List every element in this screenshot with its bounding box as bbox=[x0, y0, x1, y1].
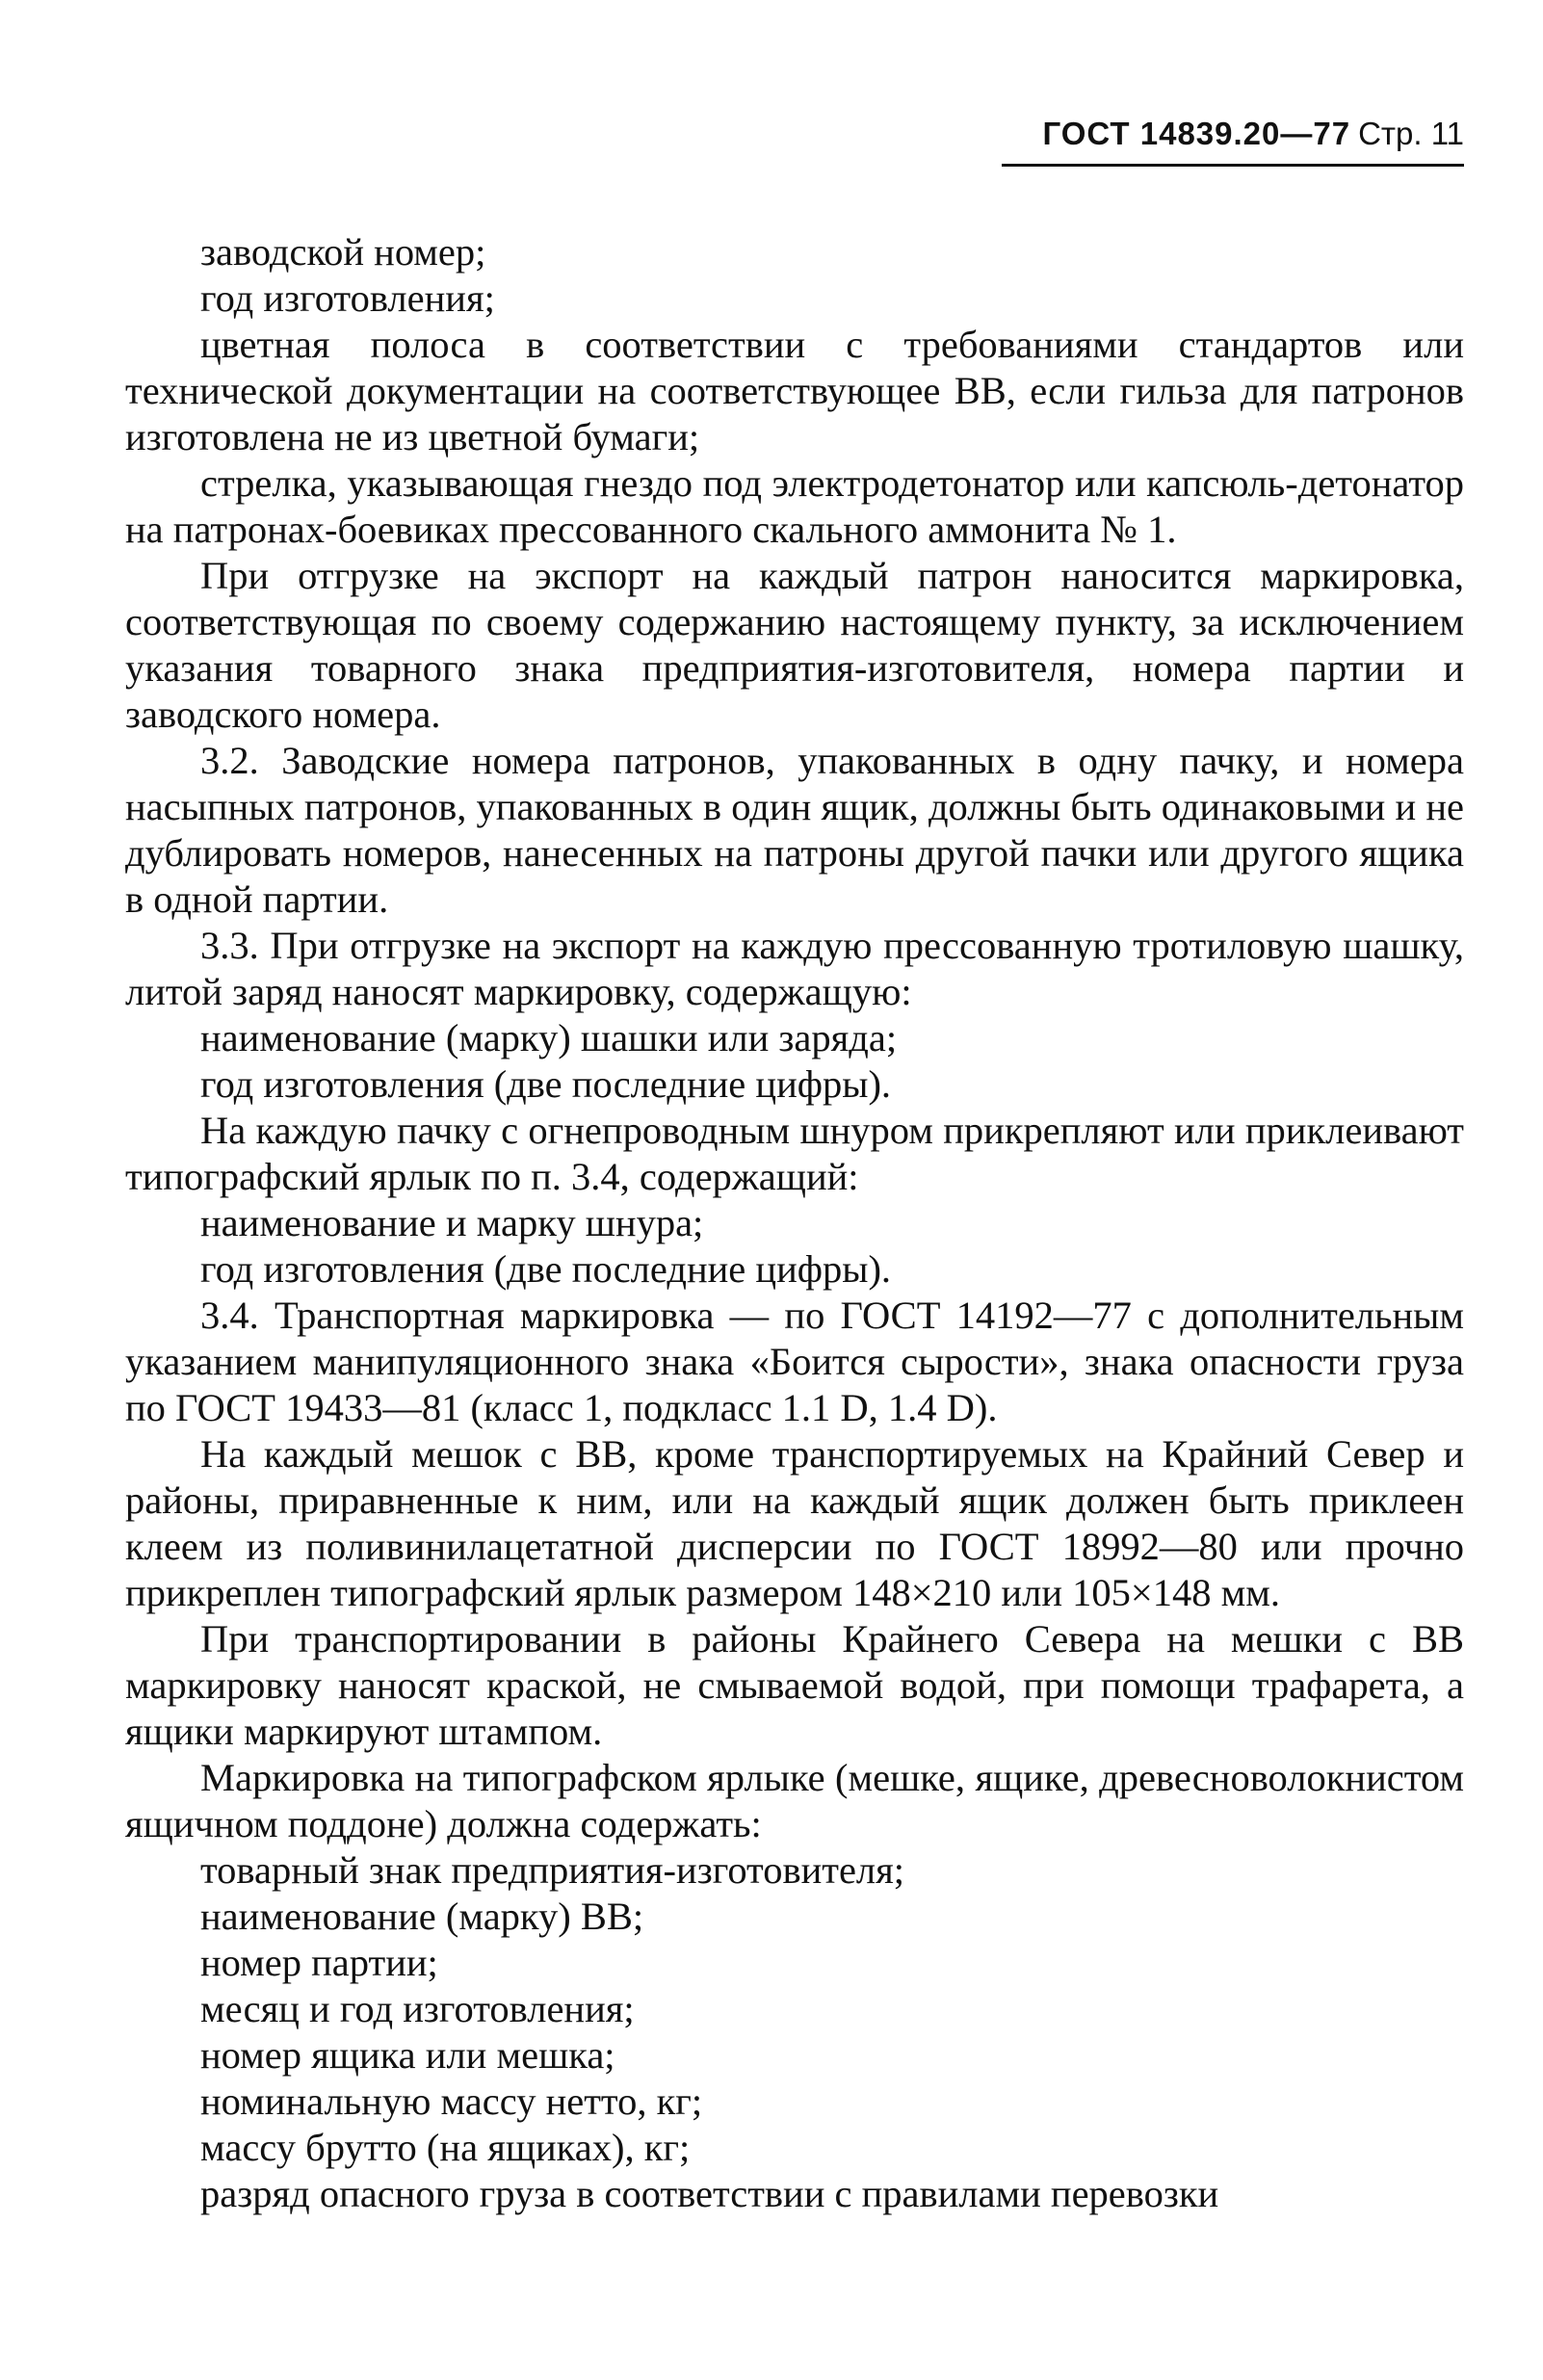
list-item: наименование и марку шнура; bbox=[200, 1201, 704, 1244]
list-item: год изготовления (две последние цифры). bbox=[200, 1247, 892, 1291]
list-item: стрелка, указывающая гнездо под электродетонатор или капсюль-детонатор на патронах-боевиках прессованного скального аммонита № 1. bbox=[125, 461, 1464, 551]
paragraph: При транспортировании в районы Крайнего Севера на мешки с ВВ маркировку наносят краской, не смываемой водой, при помощи трафарета, а ящики маркируют штампом. bbox=[125, 1617, 1464, 1753]
paragraph: 3.4. Транспортная маркировка — по ГОСТ 14192—77 с дополнительным указанием манипуляционного знака «Боится сырости», знака опасности груза по ГОСТ 19433—81 (класс 1, подкласс 1.1 D, 1.4 D). bbox=[125, 1294, 1464, 1429]
paragraph: На каждый мешок с ВВ, кроме транспортируемых на Крайний Север и районы, приравненные к ним, или на каждый ящик должен быть приклеен клеем из поливинилацетатной дисперсии по ГОСТ 18992—80 или прочно прикреплен типографский ярлык размером 148×210 или 105×148 мм. bbox=[125, 1432, 1464, 1614]
list-item: наименование (марку) шашки или заряда; bbox=[200, 1016, 898, 1059]
list-item: номинальную массу нетто, кг; bbox=[200, 2079, 703, 2123]
page-number: Стр. 11 bbox=[1358, 116, 1464, 151]
standard-code: ГОСТ 14839.20—77 bbox=[1042, 116, 1351, 151]
paragraph: 3.2. Заводские номера патронов, упакованных в одну пачку, и номера насыпных патронов, упакованных в один ящик, должны быть одинаковыми и не дублировать номеров, нанесенных на патроны другой пачки или другого ящика в одной партии. bbox=[125, 739, 1464, 921]
list-item: год изготовления (две последние цифры). bbox=[200, 1062, 892, 1106]
document-body bbox=[125, 229, 1464, 2217]
list-item: массу брутто (на ящиках), кг; bbox=[200, 2126, 691, 2169]
paragraph: При отгрузке на экспорт на каждый патрон наносится маркировка, соответствующая по своему содержанию настоящему пункту, за исключением указания товарного знака предприятия-изготовителя, номера партии и заводского номера. bbox=[125, 554, 1464, 736]
list-item: товарный знак предприятия-изготовителя; bbox=[200, 1848, 905, 1892]
paragraph: На каждую пачку с огнепроводным шнуром прикрепляют или приклеивают типографский ярлык по п. 3.4, содержащий: bbox=[125, 1109, 1464, 1198]
list-item: месяц и год изготовления; bbox=[200, 1987, 635, 2030]
list-item: разряд опасного груза в соответствии с правилами перевозки bbox=[200, 2172, 1219, 2215]
list-item: номер партии; bbox=[200, 1941, 438, 1984]
list-item: наименование (марку) ВВ; bbox=[200, 1895, 644, 1938]
paragraph: 3.3. При отгрузке на экспорт на каждую прессованную тротиловую шашку, литой заряд наносят маркировку, содержащую: bbox=[125, 924, 1464, 1013]
paragraph: Маркировка на типографском ярлыке (мешке, ящике, древесноволокнистом ящичном поддоне) должна содержать: bbox=[125, 1756, 1464, 1845]
list-item: цветная полоса в соответствии с требованиями стандартов или технической документации на соответствующее ВВ, если гильза для патронов изготовлена не из цветной бумаги; bbox=[125, 323, 1464, 458]
list-item: год изготовления; bbox=[200, 276, 495, 320]
list-item: заводской номер; bbox=[200, 230, 486, 274]
list-item: номер ящика или мешка; bbox=[200, 2033, 615, 2077]
page-header bbox=[1002, 116, 1464, 167]
